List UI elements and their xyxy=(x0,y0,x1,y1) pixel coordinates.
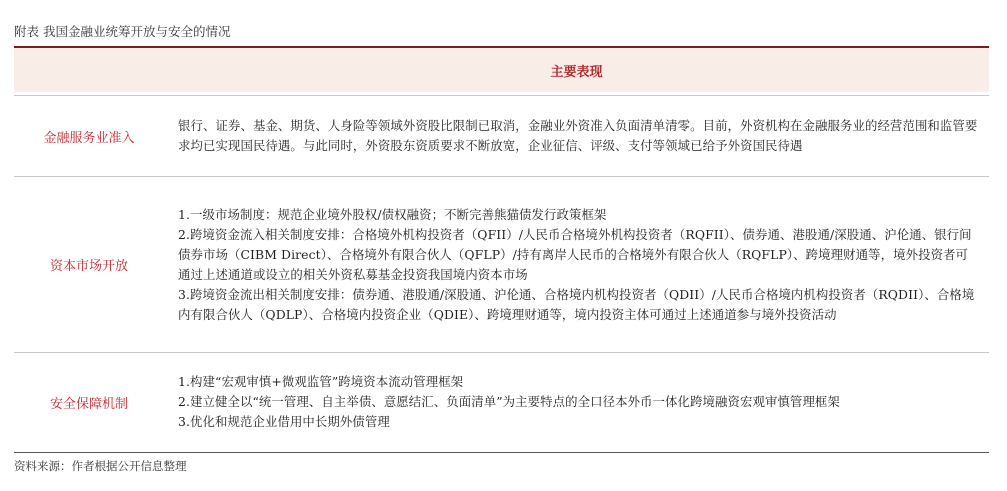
content-item: 1.一级市场制度：规范企业境外股权/债权融资；不断完善熊猫债发行政策框架 xyxy=(178,206,607,222)
table-title: 附表 我国金融业统筹开放与安全的情况 xyxy=(14,24,231,39)
content-item: 3.优化和规范企业借用中长期外债管理 xyxy=(178,414,390,429)
content-financial-services-access xyxy=(178,96,980,176)
content-item: 2.建立健全以“统一管理、自主举债、意愿结汇、负面清单”为主要特点的全口径本外币一体化跨境融资宏观审慎管理框架 xyxy=(178,394,840,409)
bottom-rule xyxy=(14,452,989,453)
content-item: 银行、证券、基金、期货、人身险等领域外资股比限制已取消，金融业外资准入负面清单清零。目前，外资机构在金融服务业的经营范围和监管要求均已实现国民待遇。与此同时，外资股东资质要求不断放宽，企业征信、评级、支付等领域已给予外资国民待遇 xyxy=(178,118,978,153)
header-main-column: 主要表现 xyxy=(550,64,603,80)
source-note: 资料来源：作者根据公开信息整理 xyxy=(14,459,187,473)
content-item: 2.跨境资金流入相关制度安排：合格境外机构投资者（QFII）/人民币合格境外机构投资者（RQFII）、债券通、港股通/深股通、沪伦通、银行间债券市场（CIBM Direct）、合格境外有限合伙人（QFLP）/持有离岸人民币的合格境外有限合伙人（RQFLP）、跨境理财通等，境外投资者可通过上述通道或设立的相关外资私募基金投资我国境内资本市场 xyxy=(178,226,972,282)
content-item: 3.跨境资金流出相关制度安排：债券通、港股通/深股通、沪伦通、合格境内机构投资者（QDII）/人民币合格境内机构投资者（RQDII）、合格境内有限合伙人（QDLP）、合格境内投资企业（QDIE）、跨境理财通等，境内投资主体可通过上述通道参与境外投资活动 xyxy=(178,286,975,322)
content-item: 1.构建“宏观审慎+微观监管”跨境资本流动管理框架 xyxy=(178,374,464,389)
content-capital-market-opening xyxy=(178,177,980,352)
category-financial-services-access: 金融服务业准入 xyxy=(43,130,135,146)
category-capital-market-opening: 资本市场开放 xyxy=(49,259,128,274)
category-security-mechanism: 安全保障机制 xyxy=(49,396,128,412)
content-security-mechanism xyxy=(178,353,980,451)
